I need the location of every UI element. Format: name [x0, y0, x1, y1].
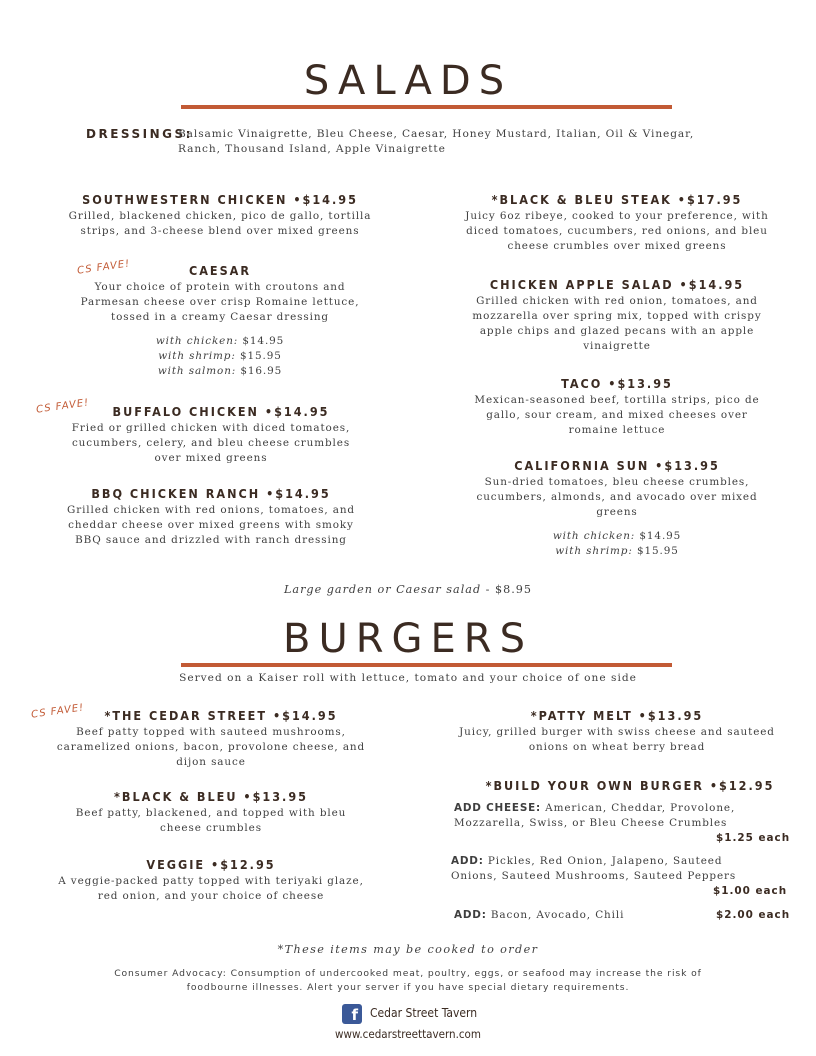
salad-buffalo-title: BUFFALO CHICKEN •$14.95	[112, 404, 330, 419]
salad-steak	[432, 192, 802, 254]
burgers-subtitle: Served on a Kaiser roll with lettuce, tomato and your choice of one side	[179, 672, 637, 684]
desc-line: Grilled chicken with red onion, tomatoes, and	[476, 295, 758, 307]
desc-line: Beef patty topped with sauteed mushrooms,	[76, 726, 346, 738]
burger-cedar	[16, 708, 396, 770]
desc-line: tossed in a creamy Caesar dressing	[111, 311, 329, 323]
add-toppings-line-2: Onions, Sauteed Mushrooms, Sauteed Peppers	[451, 870, 737, 882]
consumer-advisory	[60, 967, 756, 994]
desc-line: dijon sauce	[176, 756, 246, 768]
salad-steak-title: *BLACK & BLEU STEAK •$17.95	[491, 192, 743, 207]
desc-line: BBQ sauce and drizzled with ranch dressing	[75, 534, 347, 546]
option-label: with shrimp:	[158, 350, 236, 362]
add-cheese-line-1: American, Cheddar, Provolone,	[540, 802, 736, 814]
california-option-shrimp	[432, 544, 802, 559]
salad-bbq	[16, 486, 396, 548]
option-label: with chicken:	[552, 530, 636, 542]
add-toppings-line-1: Pickles, Red Onion, Jalapeno, Sauteed	[483, 855, 723, 867]
salad-california-title: CALIFORNIA SUN •$13.95	[514, 458, 720, 473]
salad-caesar-options	[30, 334, 410, 379]
desc-line: Juicy, grilled burger with swiss cheese and sauteed	[459, 726, 775, 738]
burger-byo-title-wrap	[445, 778, 815, 793]
desc-line: cucumbers, celery, and bleu cheese crumbles	[71, 437, 351, 449]
salad-footer-price: - $8.95	[481, 583, 533, 596]
desc-line: Sun-dried tomatoes, bleu cheese crumbles,	[484, 476, 750, 488]
california-option-chicken	[432, 529, 802, 544]
add-cheese-line-2: Mozzarella, Swiss, or Bleu Cheese Crumbles	[454, 817, 728, 829]
salad-california-options	[432, 529, 802, 559]
option-label: with salmon:	[157, 365, 237, 377]
option-label: with chicken:	[155, 335, 239, 347]
option-price: $14.95	[639, 530, 682, 542]
desc-line: vinaigrette	[583, 340, 651, 352]
desc-line: gallo, sour cream, and mixed cheeses over	[486, 409, 748, 421]
salad-bbq-title: BBQ CHICKEN RANCH •$14.95	[91, 486, 331, 501]
add-premium-price: $2.00 each	[716, 909, 791, 921]
desc-line: Grilled, blackened chicken, pico de gallo, tortilla	[68, 210, 372, 222]
salad-caesar-title: CAESAR	[188, 263, 252, 278]
burgers-title-rule	[181, 663, 672, 667]
salad-buffalo-desc	[16, 421, 396, 466]
salad-taco	[432, 376, 802, 438]
desc-line: strips, and 3-cheese blend over mixed greens	[80, 225, 360, 237]
desc-line: cheddar cheese over mixed greens with smoky	[68, 519, 354, 531]
desc-line: Juicy 6oz ribeye, cooked to your preference, with	[465, 210, 769, 222]
caesar-option-shrimp	[30, 349, 410, 364]
option-price: $14.95	[242, 335, 285, 347]
dressings-line-2: Ranch, Thousand Island, Apple Vinaigrette	[178, 143, 446, 155]
option-price: $16.95	[240, 365, 283, 377]
byo-add-toppings	[451, 854, 791, 884]
salads-title-rule	[181, 105, 672, 109]
desc-line: A veggie-packed patty topped with teriyaki glaze,	[58, 875, 364, 887]
facebook-page-name[interactable]: Cedar Street Tavern	[370, 1006, 478, 1020]
desc-line: caramelized onions, bacon, provolone cheese, and	[56, 741, 366, 753]
burger-pattymelt	[432, 708, 802, 755]
desc-line: mozzarella over spring mix, topped with crispy	[472, 310, 762, 322]
salad-california	[432, 458, 802, 559]
desc-line: cheese crumbles	[160, 822, 262, 834]
desc-line: romaine lettuce	[568, 424, 666, 436]
desc-line: Mexican-seasoned beef, tortilla strips, pico de	[474, 394, 760, 406]
advisory-line-1: Consumer Advocacy: Consumption of undercooked meat, poultry, eggs, or seafood may increase the risk of	[114, 968, 702, 979]
add-toppings-label: ADD:	[451, 855, 484, 867]
salad-caesar-desc	[30, 280, 410, 325]
dressings-list	[178, 127, 778, 157]
desc-line: red onion, and your choice of cheese	[97, 890, 325, 902]
advisory-line-2: foodbourne illnesses. Alert your server if you have special dietary requirements.	[186, 981, 630, 993]
salad-apple-title: CHICKEN APPLE SALAD •$14.95	[489, 277, 745, 292]
salad-southwestern	[30, 192, 410, 239]
desc-line: Fried or grilled chicken with diced tomatoes,	[71, 422, 351, 434]
salad-footer-label: Large garden or Caesar salad	[283, 583, 482, 596]
cs-fave-cedar: CS FAVE!	[30, 702, 85, 721]
salads-title: SALADS	[303, 58, 513, 104]
add-premium-label: ADD:	[454, 909, 487, 921]
burger-veggie-desc	[16, 874, 396, 904]
add-premium-text: Bacon, Avocado, Chili	[486, 909, 625, 921]
desc-line: greens	[596, 506, 638, 518]
burger-blackbleu-desc	[16, 806, 396, 836]
burger-blackbleu-title: *BLACK & BLEU •$13.95	[114, 789, 308, 804]
cs-fave-buffalo: CS FAVE!	[35, 397, 90, 416]
caesar-option-salmon	[30, 364, 410, 379]
cooked-to-order-note: *These items may be cooked to order	[277, 943, 539, 956]
option-label: with shrimp:	[555, 545, 633, 557]
salad-southwestern-title: SOUTHWESTERN CHICKEN •$14.95	[82, 192, 358, 207]
desc-line: cheese crumbles over mixed greens	[507, 240, 727, 252]
caesar-option-chicken	[30, 334, 410, 349]
website-link[interactable]: www.cedarstreettavern.com	[335, 1027, 481, 1041]
byo-add-premium	[454, 908, 714, 923]
byo-add-cheese	[454, 801, 794, 831]
burger-veggie	[16, 857, 396, 904]
cs-fave-caesar: CS FAVE!	[76, 258, 131, 277]
salad-steak-desc	[432, 209, 802, 254]
desc-line: apple chips and glazed pecans with an apple	[479, 325, 755, 337]
burgers-title: BURGERS	[283, 616, 533, 662]
desc-line: Grilled chicken with red onions, tomatoes, and	[67, 504, 355, 516]
desc-line: Parmesan cheese over crisp Romaine lettuce,	[80, 296, 360, 308]
burger-pattymelt-title: *PATTY MELT •$13.95	[530, 708, 704, 723]
dressings-label: DRESSINGS:	[86, 127, 193, 141]
salad-california-desc	[432, 475, 802, 520]
salad-southwestern-desc	[30, 209, 410, 239]
dressings-line-1: Balsamic Vinaigrette, Bleu Cheese, Caesar, Honey Mustard, Italian, Oil & Vinegar,	[178, 128, 695, 140]
burger-veggie-title: VEGGIE •$12.95	[146, 857, 276, 872]
burger-byo-title: *BUILD YOUR OWN BURGER •$12.95	[485, 778, 775, 793]
salad-apple	[432, 277, 802, 354]
add-toppings-price: $1.00 each	[713, 885, 788, 897]
salad-taco-title: TACO •$13.95	[561, 376, 673, 391]
desc-line: Beef patty, blackened, and topped with bleu	[75, 807, 347, 819]
salad-apple-desc	[432, 294, 802, 354]
salad-bbq-desc	[16, 503, 396, 548]
option-price: $15.95	[636, 545, 679, 557]
desc-line: onions on wheat berry bread	[528, 741, 706, 753]
burger-cedar-desc	[16, 725, 396, 770]
desc-line: diced tomatoes, cucumbers, red onions, and bleu	[466, 225, 768, 237]
burger-blackbleu	[16, 789, 396, 836]
salad-footer-note	[0, 583, 816, 596]
salad-caesar	[30, 263, 410, 379]
burger-pattymelt-desc	[432, 725, 802, 755]
desc-line: over mixed greens	[154, 452, 268, 464]
salad-taco-desc	[432, 393, 802, 438]
add-cheese-price: $1.25 each	[716, 832, 791, 844]
facebook-icon[interactable]: f	[342, 1004, 362, 1024]
desc-line: cucumbers, almonds, and avocado over mixed	[476, 491, 758, 503]
add-cheese-label: ADD CHEESE:	[454, 802, 541, 814]
salad-buffalo	[16, 404, 396, 466]
desc-line: Your choice of protein with croutons and	[94, 281, 346, 293]
option-price: $15.95	[239, 350, 282, 362]
burger-cedar-title: *THE CEDAR STREET •$14.95	[104, 708, 338, 723]
